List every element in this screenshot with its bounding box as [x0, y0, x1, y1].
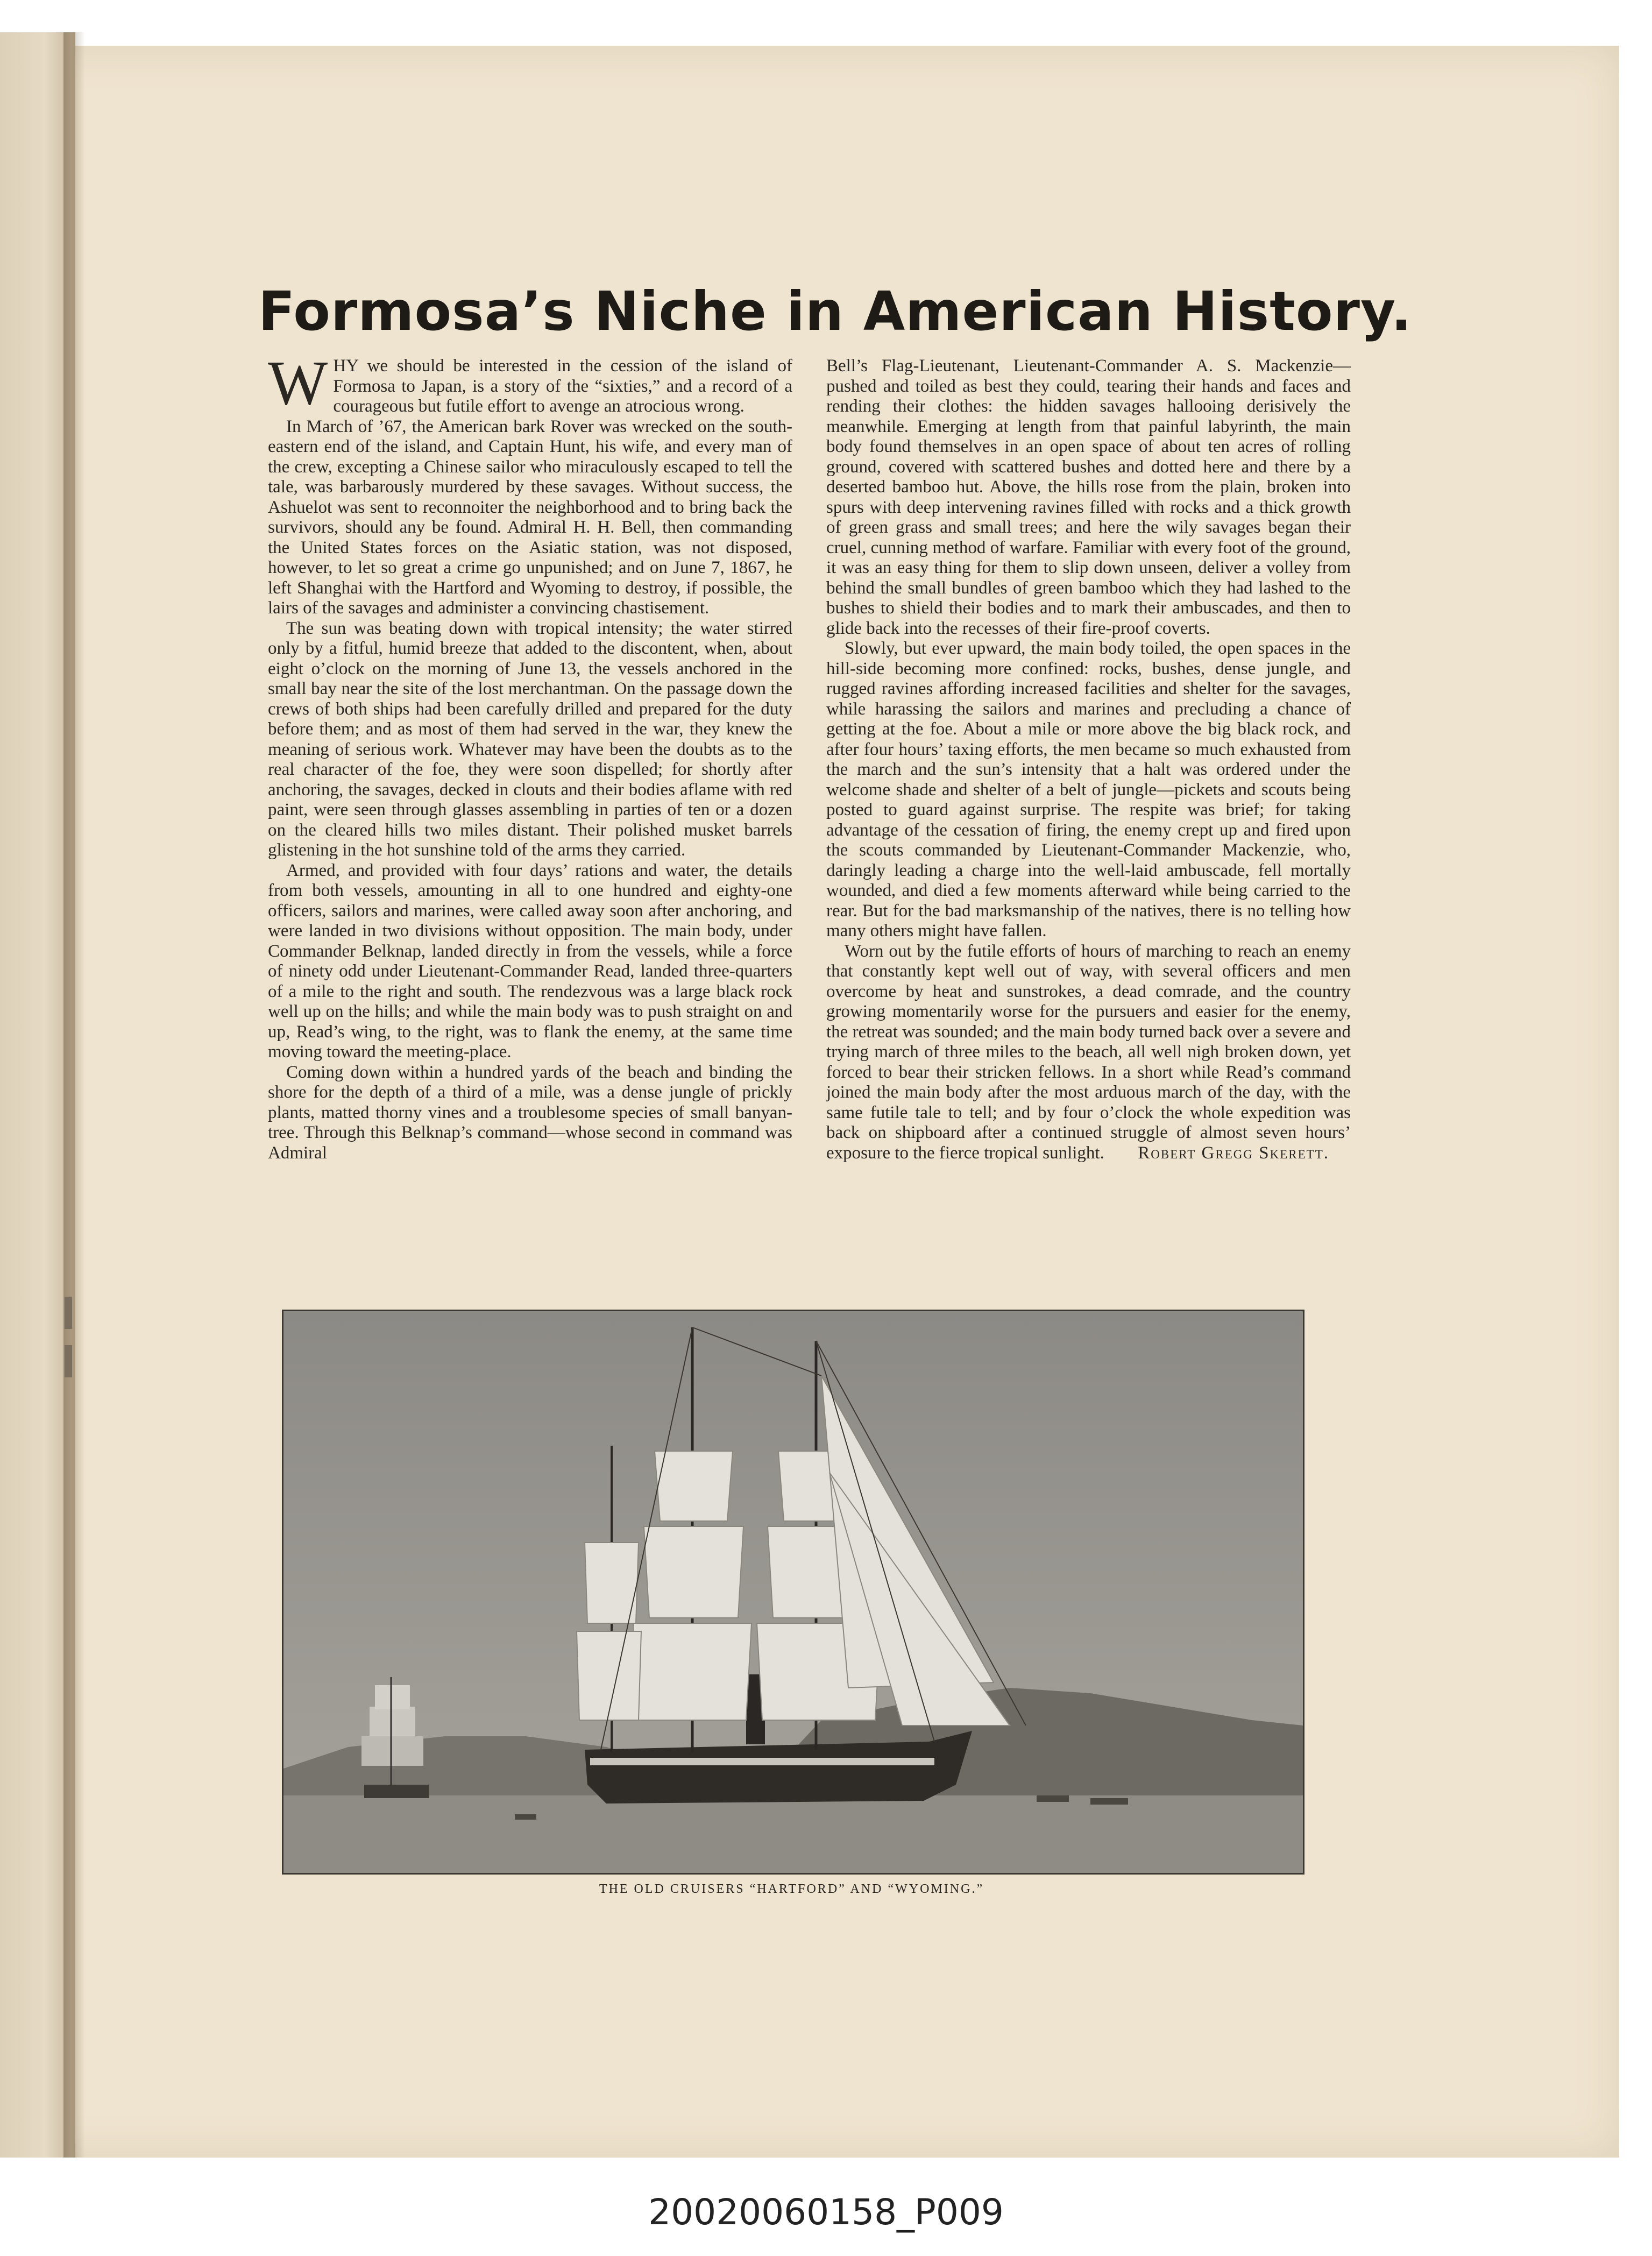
gunport-stripe [590, 1758, 934, 1765]
paragraph: Coming down within a hundred yards of the beach and binding the shore for the depth of a third of a mile, was a dense jungle of prickly plants, matted thorny vines and a troublesome species of small banyan-tree. Through this Belknap’s command—whose second in command was Admiral [268, 1062, 792, 1163]
paragraph: In March of ’67, the American bark Rover was wrecked on the south-eastern end of the island, and Captain Hunt, his wife, and every man of the crew, excepting a Chinese sailor who miraculously escaped to tell the tale, was barbarously murdered by these savages. Without success, the Ashuelot was sent to reconnoiter the neighborhood and to bring back the survivors, should any be found. Admiral H. H. Bell, then commanding the United States forces on the Asiatic station, was not disposed, however, to let so great a crime go unpunished; and on June 7, 1867, he left Shanghai with the Hartford and Wyoming to destroy, if possible, the lairs of the savages and administer a convincing chastisement. [268, 416, 792, 618]
drop-cap: W [268, 348, 328, 418]
sea [283, 1795, 1303, 1873]
paragraph: Worn out by the futile efforts of hours of marching to reach an enemy that constantly kept well out of way, with several officers and men overcome by heat and sunstrokes, a dead comrade, and the country growing momentarily worse for the pursuers and easier for the enemy, the retreat was sounded; and the main body turned back over a severe and trying march of three miles to the beach, all well nigh broken down, yet forced to bear their stricken fellows. In a short while Read’s command joined the main body after the most arduous march of the day, with the same futile tale to tell; and by four o’clock the whole expedition was back on shipboard after a continued struggle of almost seven hours’ exposure to the fierce tropical sunlight. Robert Gregg Skerett. [826, 941, 1351, 1163]
archive-identifier: 20020060158_P009 [648, 2191, 1004, 2233]
binding-gutter [63, 32, 85, 2158]
ship-engraving [283, 1311, 1303, 1873]
paragraph: Slowly, but ever upward, the main body toiled, the open spaces in the hill-side becoming more confined: rocks, bushes, dense jungle, and rugged ravines affording increased facilities and shelter for the savages, while harassing the sailors and marines and precluding a chance of getting at the foe. About a mile or more above the big black rock, and after four hours’ taxing efforts, the men became so much exhausted from the march and the sun’s intensity that a halt was ordered under the welcome shade and shelter of a belt of jungle—pickets and scouts being posted to guard against surprise. The respite was brief; for taking advantage of the cessation of firing, the enemy crept up and fired upon the scouts commanded by Lieutenant-Commander Mackenzie, who, daringly leading a charge into the well-laid ambuscade, fell mortally wounded, and died a few moments afterward while being carried to the rear. But for the bad marksmanship of the natives, there is no telling how many others might have fallen. [826, 639, 1351, 940]
article-title: Formosa’s Niche in American History. [258, 280, 1412, 343]
rowboat [1037, 1795, 1069, 1802]
paragraph: The sun was beating down with tropical intensity; the water stirred only by a fitful, humid breeze that added to the discontent, when, about eight o’clock on the morning of June 13, the vessels anchored in the small bay near the site of the lost merchantman. On the passage down the crews of both ships had been carefully drilled and prepared for the duty before them; and as most of them had served in the war, they knew the meaning of serious work. Whatever may have been the doubts as to the real character of the foe, they were soon dispelled; for shortly after anchoring, the savages, decked in clouts and their bodies aflame with red paint, were seen through glasses assembling in parties of ten or a dozen on the cleared hills two miles distant. Their polished musket barrels glistening in the hot sunshine told of the arms they carried. [268, 618, 792, 860]
ship-illustration [282, 1310, 1304, 1875]
paragraph: Bell’s Flag-Lieutenant, Lieutenant-Commander A. S. Mackenzie—pushed and toiled as best they could, tearing their hands and faces and rending their clothes: the hidden savages hallooing derisively the meanwhile. Emerging at length from that painful labyrinth, the main body found themselves in an open space of about ten acres of rolling ground, covered with scattered bushes and dotted here and there by a deserted bamboo hut. Above, the hills rose from the plain, broken into spurs with deep intervening ravines filled with rocks and a thick growth of green grass and small trees; and here the wily savages began their cruel, cunning method of warfare. Familiar with every foot of the ground, it was an easy thing for them to slip down unseen, deliver a volley from behind the small bundles of green bamboo which they had lashed to the bushes to shield their bodies and to mark their ambuscades, and then to glide back into the recesses of their fire-proof coverts. [826, 356, 1351, 638]
article-column-left [268, 348, 792, 1163]
paragraph: Armed, and provided with four days’ rations and water, the details from both vessels, amounting in all to one hundred and eighty-one officers, sailors and marines, were called away soon after anchoring, and were landed in two divisions without opposition. The main body, under Commander Belknap, landed directly in from the vessels, while a force of ninety odd under Lieutenant-Commander Read, landed three-quarters of a mile to the right and south. The rendezvous was a large black rock well up on the hills; and while the main body was to push straight on and up, Read’s wing, to the right, was to flank the enemy, at the same time moving toward the meeting-place. [268, 860, 792, 1062]
rowboat [1090, 1798, 1128, 1805]
paragraph: WHY we should be interested in the cession of the island of Formosa to Japan, is a story of the “sixties,” and a record of a courageous but futile effort to avenge an atrocious wrong. [268, 348, 792, 418]
staple [65, 1297, 72, 1329]
figure-caption: THE OLD CRUISERS “HARTFORD” AND “WYOMING.” [599, 1882, 984, 1896]
article-column-right [826, 356, 1351, 1163]
staple [65, 1345, 72, 1377]
author-signature: Robert Gregg Skerett. [1138, 1143, 1329, 1163]
rowboat [515, 1814, 536, 1820]
